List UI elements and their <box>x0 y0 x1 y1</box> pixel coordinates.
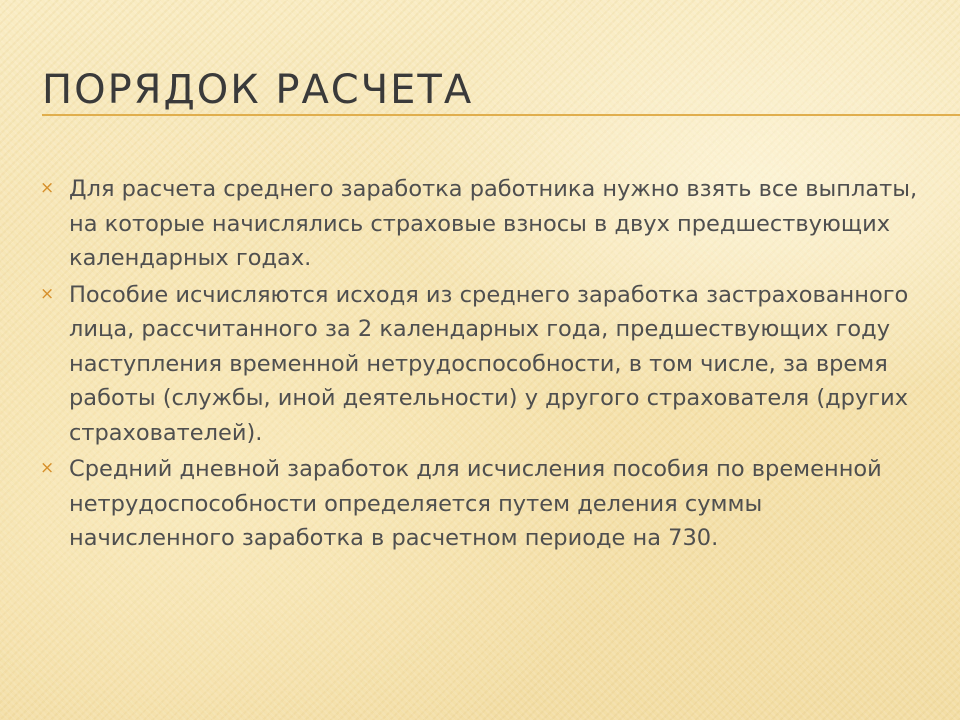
bullet-item <box>40 278 920 451</box>
bullet-text: Для расчета среднего заработка работника нужно взять все выплаты, на которые начислялись страховые взносы в двух предшествующих календарных годах. <box>69 176 918 271</box>
x-bullet-icon: × <box>40 458 55 478</box>
x-bullet-icon: × <box>40 283 55 304</box>
bullet-text: Средний дневной заработок для исчисления пособия по временной нетрудоспособности определяется путем деления суммы начисленного заработка в расчетном периоде на 730. <box>69 456 882 551</box>
bullet-item <box>40 452 920 556</box>
slide-title: ПОРЯДОК РАСЧЕТА <box>42 67 474 113</box>
bullet-text: Пособие исчисляются исходя из среднего заработка застрахованного лица, рассчитанного за 2 календарных года, предшествующих году наступления временной нетрудоспособности, в том числе, за время работы (службы, иной деятельности) у другого страхователя (других страхователей). <box>69 281 909 446</box>
bullet-list <box>40 172 920 558</box>
title-underline <box>42 114 960 116</box>
bullet-item <box>40 172 920 276</box>
x-bullet-icon: × <box>40 178 55 198</box>
